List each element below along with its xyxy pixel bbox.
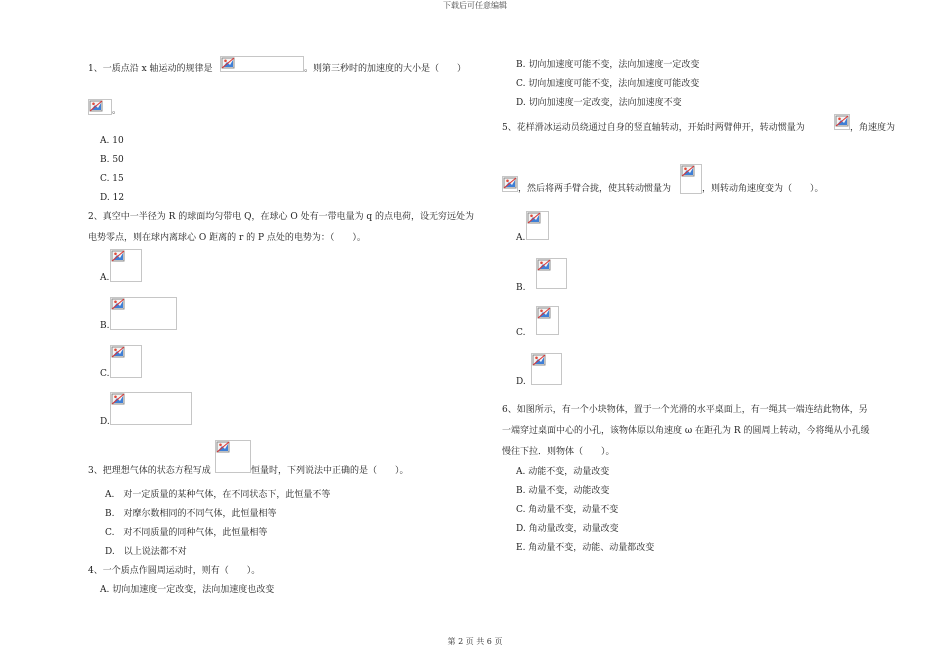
- q2-option-b-image: [110, 297, 177, 330]
- broken-image-icon: [527, 212, 541, 224]
- q2-option-b: B.: [100, 321, 110, 331]
- q1-stem-c: 。: [112, 106, 122, 116]
- broken-image-icon: [681, 165, 695, 177]
- q5-option-d: D.: [516, 377, 526, 387]
- q1-stem-a: 1、一质点沿 x 轴运动的规律是: [88, 64, 213, 74]
- page-header: 下载后可任意编辑: [443, 1, 507, 10]
- q1-formula-image: [220, 56, 304, 72]
- q6-option-c: C. 角动量不变，动量不变: [516, 505, 619, 515]
- q3-option-c: C. 对不同质量的同种气体，此恒量相等: [105, 528, 268, 538]
- q3-option-b: B. 对摩尔数相同的不同气体，此恒量相等: [105, 509, 277, 519]
- page-footer: 第 2 页 共 6 页: [447, 637, 503, 646]
- q5-option-a-image: [526, 211, 549, 240]
- broken-image-icon: [216, 441, 230, 453]
- q6-line3: 慢往下拉．则物体（ ）。: [502, 447, 615, 457]
- q6-option-b: B. 动量不变，动能改变: [516, 486, 610, 496]
- broken-image-icon: [503, 177, 517, 189]
- broken-image-icon: [537, 259, 551, 271]
- q3-option-d: D. 以上说法都不对: [105, 547, 187, 557]
- q5-line1-end: ，角速度为: [850, 123, 896, 133]
- q5-option-c-image: [536, 306, 559, 335]
- broken-image-icon: [835, 115, 849, 127]
- q1-option-b: B. 50: [100, 155, 124, 165]
- q4-option-a: A. 切向加速度一定改变，法向加速度也改变: [100, 585, 275, 595]
- q4-option-d: D. 切向加速度一定改变，法向加速度不变: [516, 98, 682, 108]
- q3-option-a: A. 对一定质量的某种气体，在不同状态下，此恒量不等: [105, 490, 331, 500]
- q6-option-d: D. 角动量改变，动量改变: [516, 524, 619, 534]
- broken-image-icon: [111, 298, 125, 310]
- q2-line1: 2、真空中一半径为 R 的球面均匀带电 Q，在球心 O 处有一带电量为 q 的点电荷，设无穷远处为: [88, 212, 475, 222]
- q6-line2: 一端穿过桌面中心的小孔，该物体原以角速度 ω 在距孔为 R 的圆周上转动，今将绳从小孔缓: [502, 426, 870, 436]
- q4-option-c: C. 切向加速度可能不变，法向加速度可能改变: [516, 79, 700, 89]
- q3-formula-image: [215, 440, 251, 473]
- q5-option-b: B.: [516, 283, 526, 293]
- broken-image-icon: [532, 354, 546, 366]
- q3-stem-b: 恒量时，下列说法中正确的是（ ）。: [251, 466, 409, 476]
- broken-image-icon: [111, 393, 125, 405]
- broken-image-icon: [221, 57, 235, 69]
- q5-option-a: A.: [516, 233, 526, 243]
- broken-image-icon: [89, 100, 103, 112]
- q5-option-b-image: [536, 258, 567, 289]
- q5-inertia2-image: [680, 164, 702, 194]
- q2-option-c: C.: [100, 369, 110, 379]
- q5-option-c: C.: [516, 328, 526, 338]
- q6-option-a: A. 动能不变，动量改变: [516, 467, 610, 477]
- q4-option-b: B. 切向加速度可能不变，法向加速度一定改变: [516, 60, 700, 70]
- q3-stem-a: 3、把理想气体的状态方程写成: [88, 466, 211, 476]
- q2-option-d: D.: [100, 417, 110, 427]
- broken-image-icon: [111, 250, 125, 262]
- q5-line2-b: ，则转动角速度变为（ ）。: [702, 184, 824, 194]
- q2-option-c-image: [110, 345, 142, 378]
- broken-image-icon: [111, 346, 125, 358]
- q6-option-e: E. 角动量不变，动能、动量都改变: [516, 543, 655, 553]
- q5-inertia-image: [834, 114, 850, 130]
- q5-omega-image: [502, 176, 518, 192]
- q1-stem-b: 。则第三秒时的加速度的大小是（ ）: [304, 64, 467, 74]
- q1-option-a: A. 10: [100, 136, 124, 146]
- q4-stem: 4、一个质点作圆周运动时，则有（ ）。: [88, 566, 261, 576]
- q1-answer-image: [88, 99, 112, 115]
- q2-option-a: A.: [100, 273, 110, 283]
- q2-option-d-image: [110, 392, 192, 425]
- q5-option-d-image: [531, 353, 562, 385]
- q2-option-a-image: [110, 249, 142, 282]
- broken-image-icon: [537, 307, 551, 319]
- q5-line2-a: ，然后将两手臂合拢，使其转动惯量为: [518, 184, 672, 194]
- q1-option-c: C. 15: [100, 174, 124, 184]
- q6-line1: 6、如图所示，有一个小块物体，置于一个光滑的水平桌面上，有一绳其一端连结此物体，另: [502, 405, 868, 415]
- q2-line2: 电势零点，则在球内离球心 O 距离的 r 的 P 点处的电势为：（ ）。: [88, 233, 366, 243]
- q1-option-d: D. 12: [100, 193, 125, 203]
- q5-line1: 5、花样滑冰运动员绕通过自身的竖直轴转动，开始时两臂伸开，转动惯量为: [502, 123, 805, 133]
